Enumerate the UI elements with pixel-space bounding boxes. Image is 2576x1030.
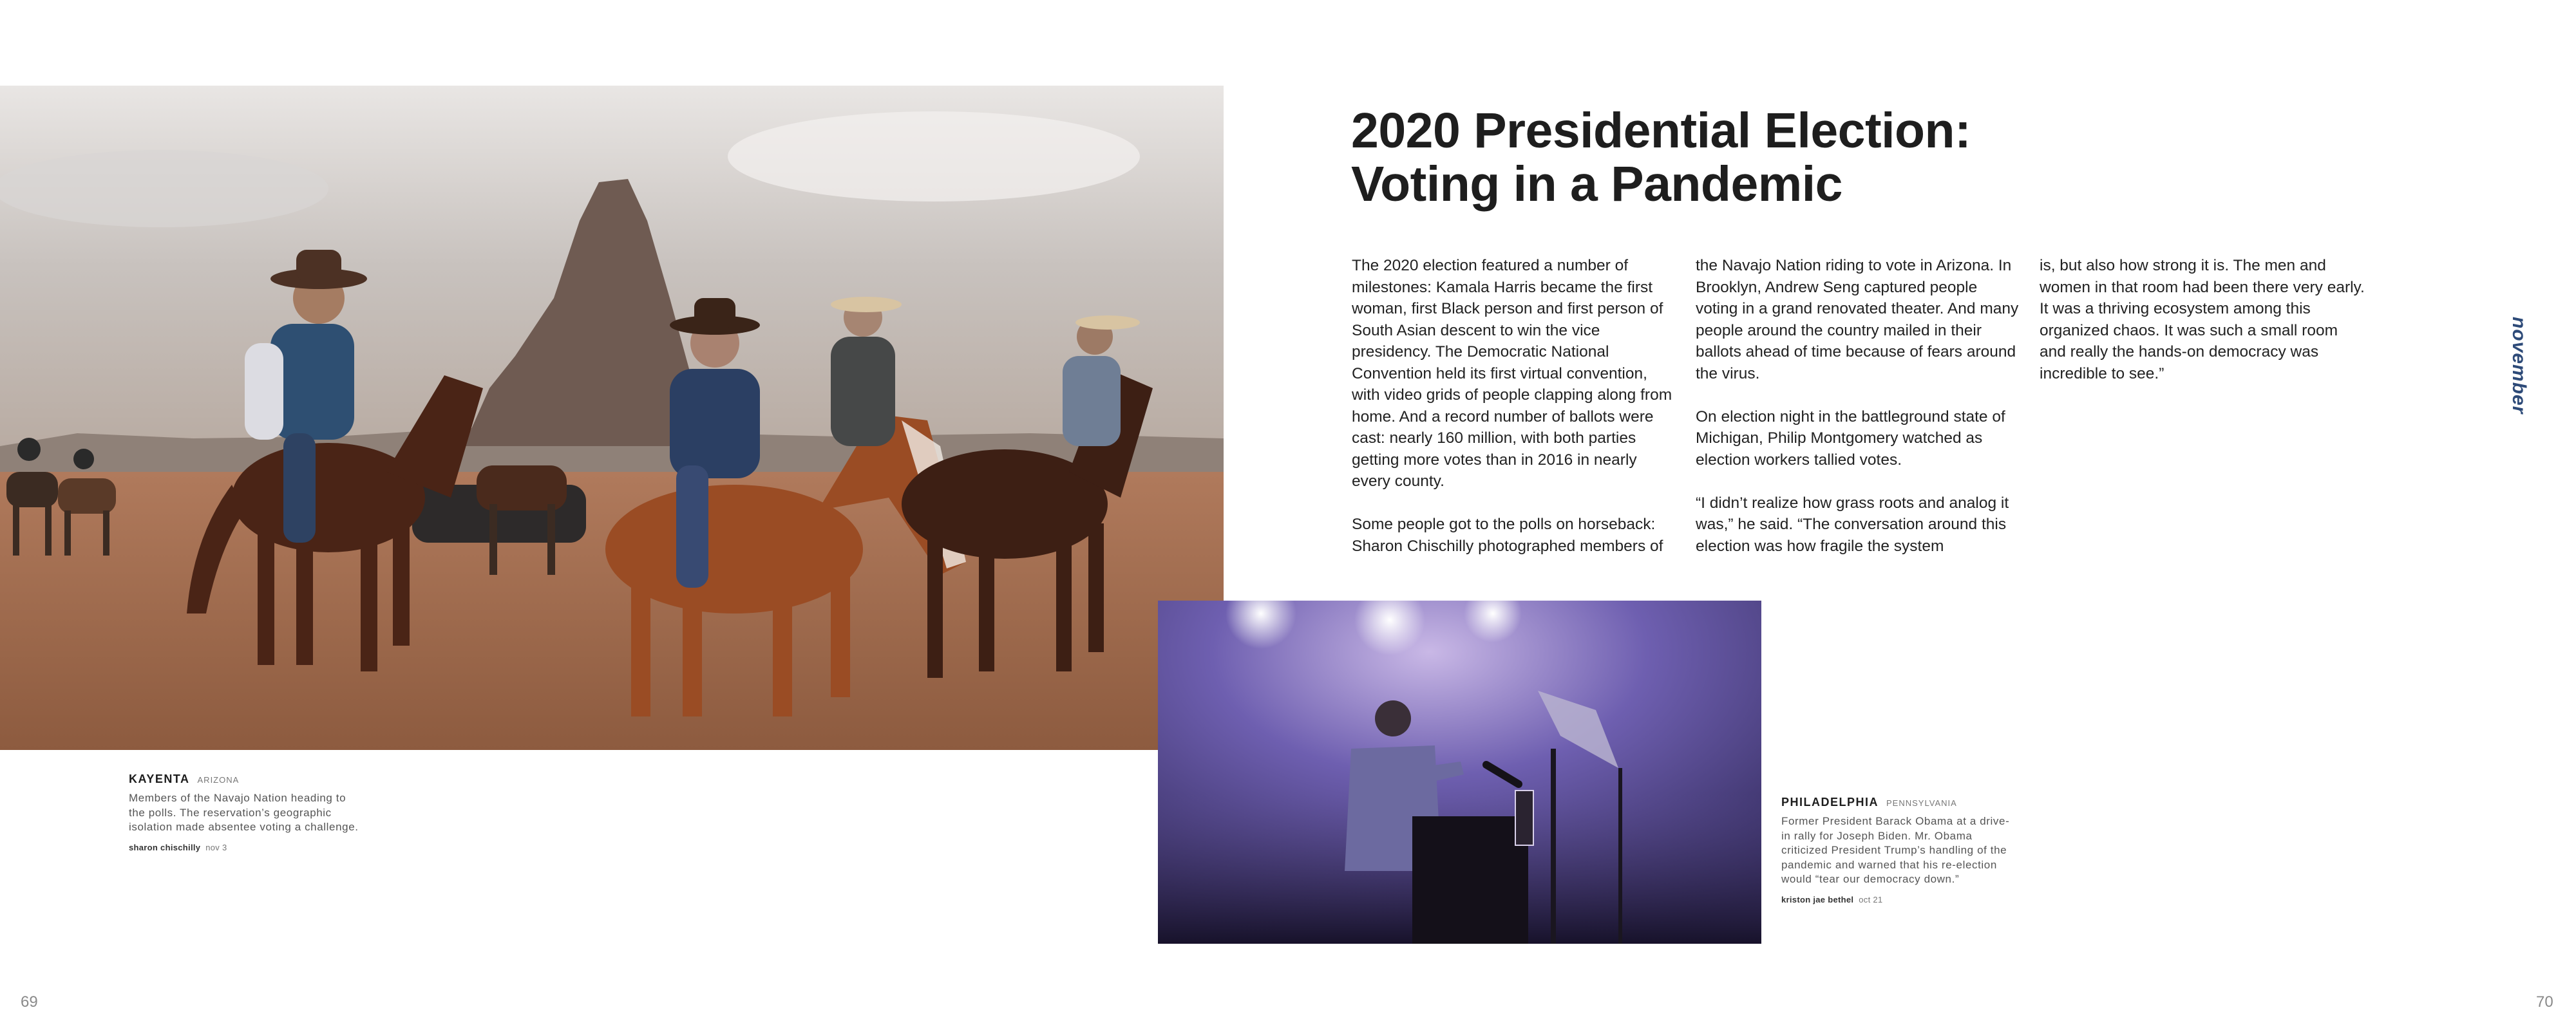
photo-kayenta-riders [0, 86, 1224, 750]
headline-line-1: 2020 Presidential Election: [1351, 103, 1971, 158]
caption-header [1781, 796, 2013, 809]
body-paragraph: On election night in the battleground state of Michigan, Philip Montgomery watched as election workers tallied votes. [1696, 407, 2005, 469]
photo-philadelphia-rally [1158, 601, 1761, 944]
caption-place: KAYENTA [129, 772, 190, 785]
body-column-1 [1352, 255, 1677, 557]
page-number-left: 69 [21, 993, 38, 1011]
riders-illustration [0, 86, 1224, 750]
headline-line-2: Voting in a Pandemic [1351, 156, 1842, 212]
body-paragraph: the Navajo Nation riding to vote in Arizona. In Brooklyn, Andrew Seng captured people voting in a grand renovated theater. And many people around the country mailed in their ballots ahead of time because of fears around the virus. [1696, 257, 2019, 382]
caption-state: PENNSYLVANIA [1886, 798, 1957, 808]
page-number-right: 70 [2536, 993, 2553, 1011]
caption-header [129, 772, 361, 786]
caption-place: PHILADELPHIA [1781, 796, 1879, 809]
caption-text: Members of the Navajo Nation heading to the polls. The reservation’s geographic isolation made absentee voting a challenge. [129, 792, 359, 833]
photo-date: nov 3 [205, 842, 227, 852]
photo-date: oct 21 [1859, 894, 1883, 904]
body-paragraph: “I didn’t realize how grass roots and analog it was,” he said. “The conversation around this election was how fragile the system [1696, 494, 2009, 555]
body-column-3 [2040, 255, 2365, 384]
body-paragraph: Some people got to the polls on horseback: Sharon Chischilly photographed members of [1352, 516, 1663, 555]
rally-illustration [1158, 601, 1761, 944]
caption-text: Former President Barack Obama at a drive-in rally for Joseph Biden. Mr. Obama criticized President Trump’s handling of the pandemic and warned that his re-election would “tear our democracy down.” [1781, 815, 2010, 885]
body-paragraph: The 2020 election featured a number of milestones: Kamala Harris became the first woman, first Black person and first person of South Asian descent to win the vice presidency. The Democratic National Convention held its first virtual convention, with video grids of people clapping along from home. And a record number of ballots were cast: nearly 160 million, with both parties getting more votes than in 2016 in nearly every county. [1352, 257, 1672, 490]
article-headline [1351, 104, 2060, 211]
caption-state: ARIZONA [197, 775, 240, 785]
body-paragraph: is, but also how strong it is. The men and women in that room had been there very early. It was a thriving ecosystem among this organized chaos. It was such a small room and really the hands-on democracy was incredible to see.” [2040, 257, 2365, 382]
caption-credit [1781, 895, 2013, 904]
caption-kayenta [129, 772, 361, 852]
caption-credit [129, 843, 361, 852]
section-month-label: november [2508, 317, 2530, 415]
body-column-2 [1696, 255, 2021, 557]
photographer-name: kriston jae bethel [1781, 894, 1854, 904]
photographer-name: sharon chischilly [129, 842, 201, 852]
caption-philadelphia [1781, 796, 2013, 904]
